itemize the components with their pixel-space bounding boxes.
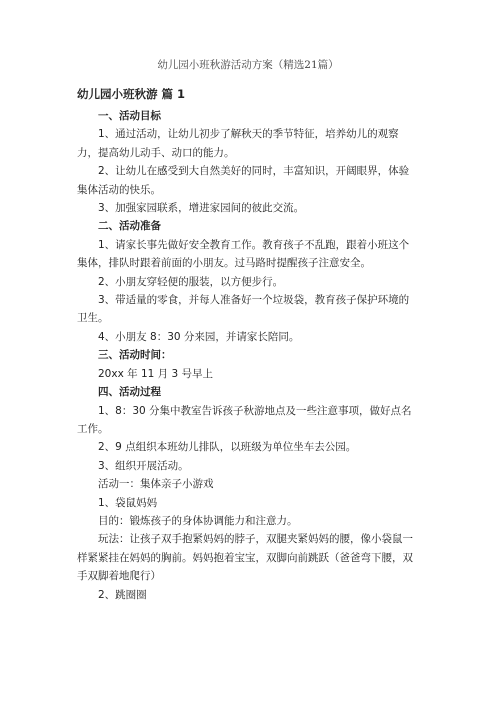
paragraph: 玩法：让孩子双手抱紧妈妈的脖子，双腿夹紧妈妈的腰，像小袋鼠一样紧紧挂在妈妈的胸前。妈妈抱着宝宝，双脚向前跳跃（爸爸弯下腰，双手双脚着地爬行） <box>77 533 413 583</box>
paragraph: 2、让幼儿在感受到大自然美好的同时，丰富知识，开阔眼界，体验集体活动的快乐。 <box>77 165 410 196</box>
paragraph: 1、请家长事先做好安全教育工作。教育孩子不乱跑，跟着小班这个集体，排队时跟着前面的小朋友。过马路时提醒孩子注意安全。 <box>77 238 410 270</box>
paragraph: 1、袋鼠妈妈 <box>98 496 158 509</box>
paragraph: 2、小朋友穿轻便的服装，以方便步行。 <box>98 275 284 288</box>
paragraph: 2、9 点组织本班幼儿排队，以班级为单位坐车去公园。 <box>98 441 357 454</box>
section-heading: 三、活动时间： <box>98 349 172 362</box>
paragraph-list <box>77 107 417 604</box>
section-title: 幼儿园小班秋游 篇 1 <box>77 87 186 101</box>
paragraph: 目的：锻炼孩子的身体协调能力和注意力。 <box>98 514 298 527</box>
paragraph: 20xx 年 11 月 3 号早上 <box>98 367 214 380</box>
document-content <box>77 84 417 604</box>
paragraph: 1、8：30 分集中教室告诉孩子秋游地点及一些注意事项，做好点名工作。 <box>77 404 412 435</box>
paragraph: 3、组织开展活动。 <box>98 459 189 472</box>
paragraph: 1、通过活动，让幼儿初步了解秋天的季节特征，培养幼儿的观察力，提高幼儿动手、动口的能力。 <box>77 128 399 159</box>
paragraph: 3、带适量的零食，并每人准备好一个垃圾袋，教育孩子保护环境的卫生。 <box>77 294 410 325</box>
section-heading: 二、活动准备 <box>98 220 161 233</box>
document-title: 幼儿园小班秋游活动方案（精选21篇） <box>157 59 339 71</box>
section-heading: 一、活动目标 <box>98 110 161 122</box>
paragraph: 2、跳圈圈 <box>98 588 147 601</box>
section-heading: 四、活动过程 <box>98 386 161 399</box>
paragraph: 活动一：集体亲子小游戏 <box>98 478 214 491</box>
paragraph: 3、加强家园联系，增进家园间的彼此交流。 <box>98 202 305 215</box>
paragraph: 4、小朋友 8：30 分来园，并请家长陪同。 <box>98 330 300 343</box>
